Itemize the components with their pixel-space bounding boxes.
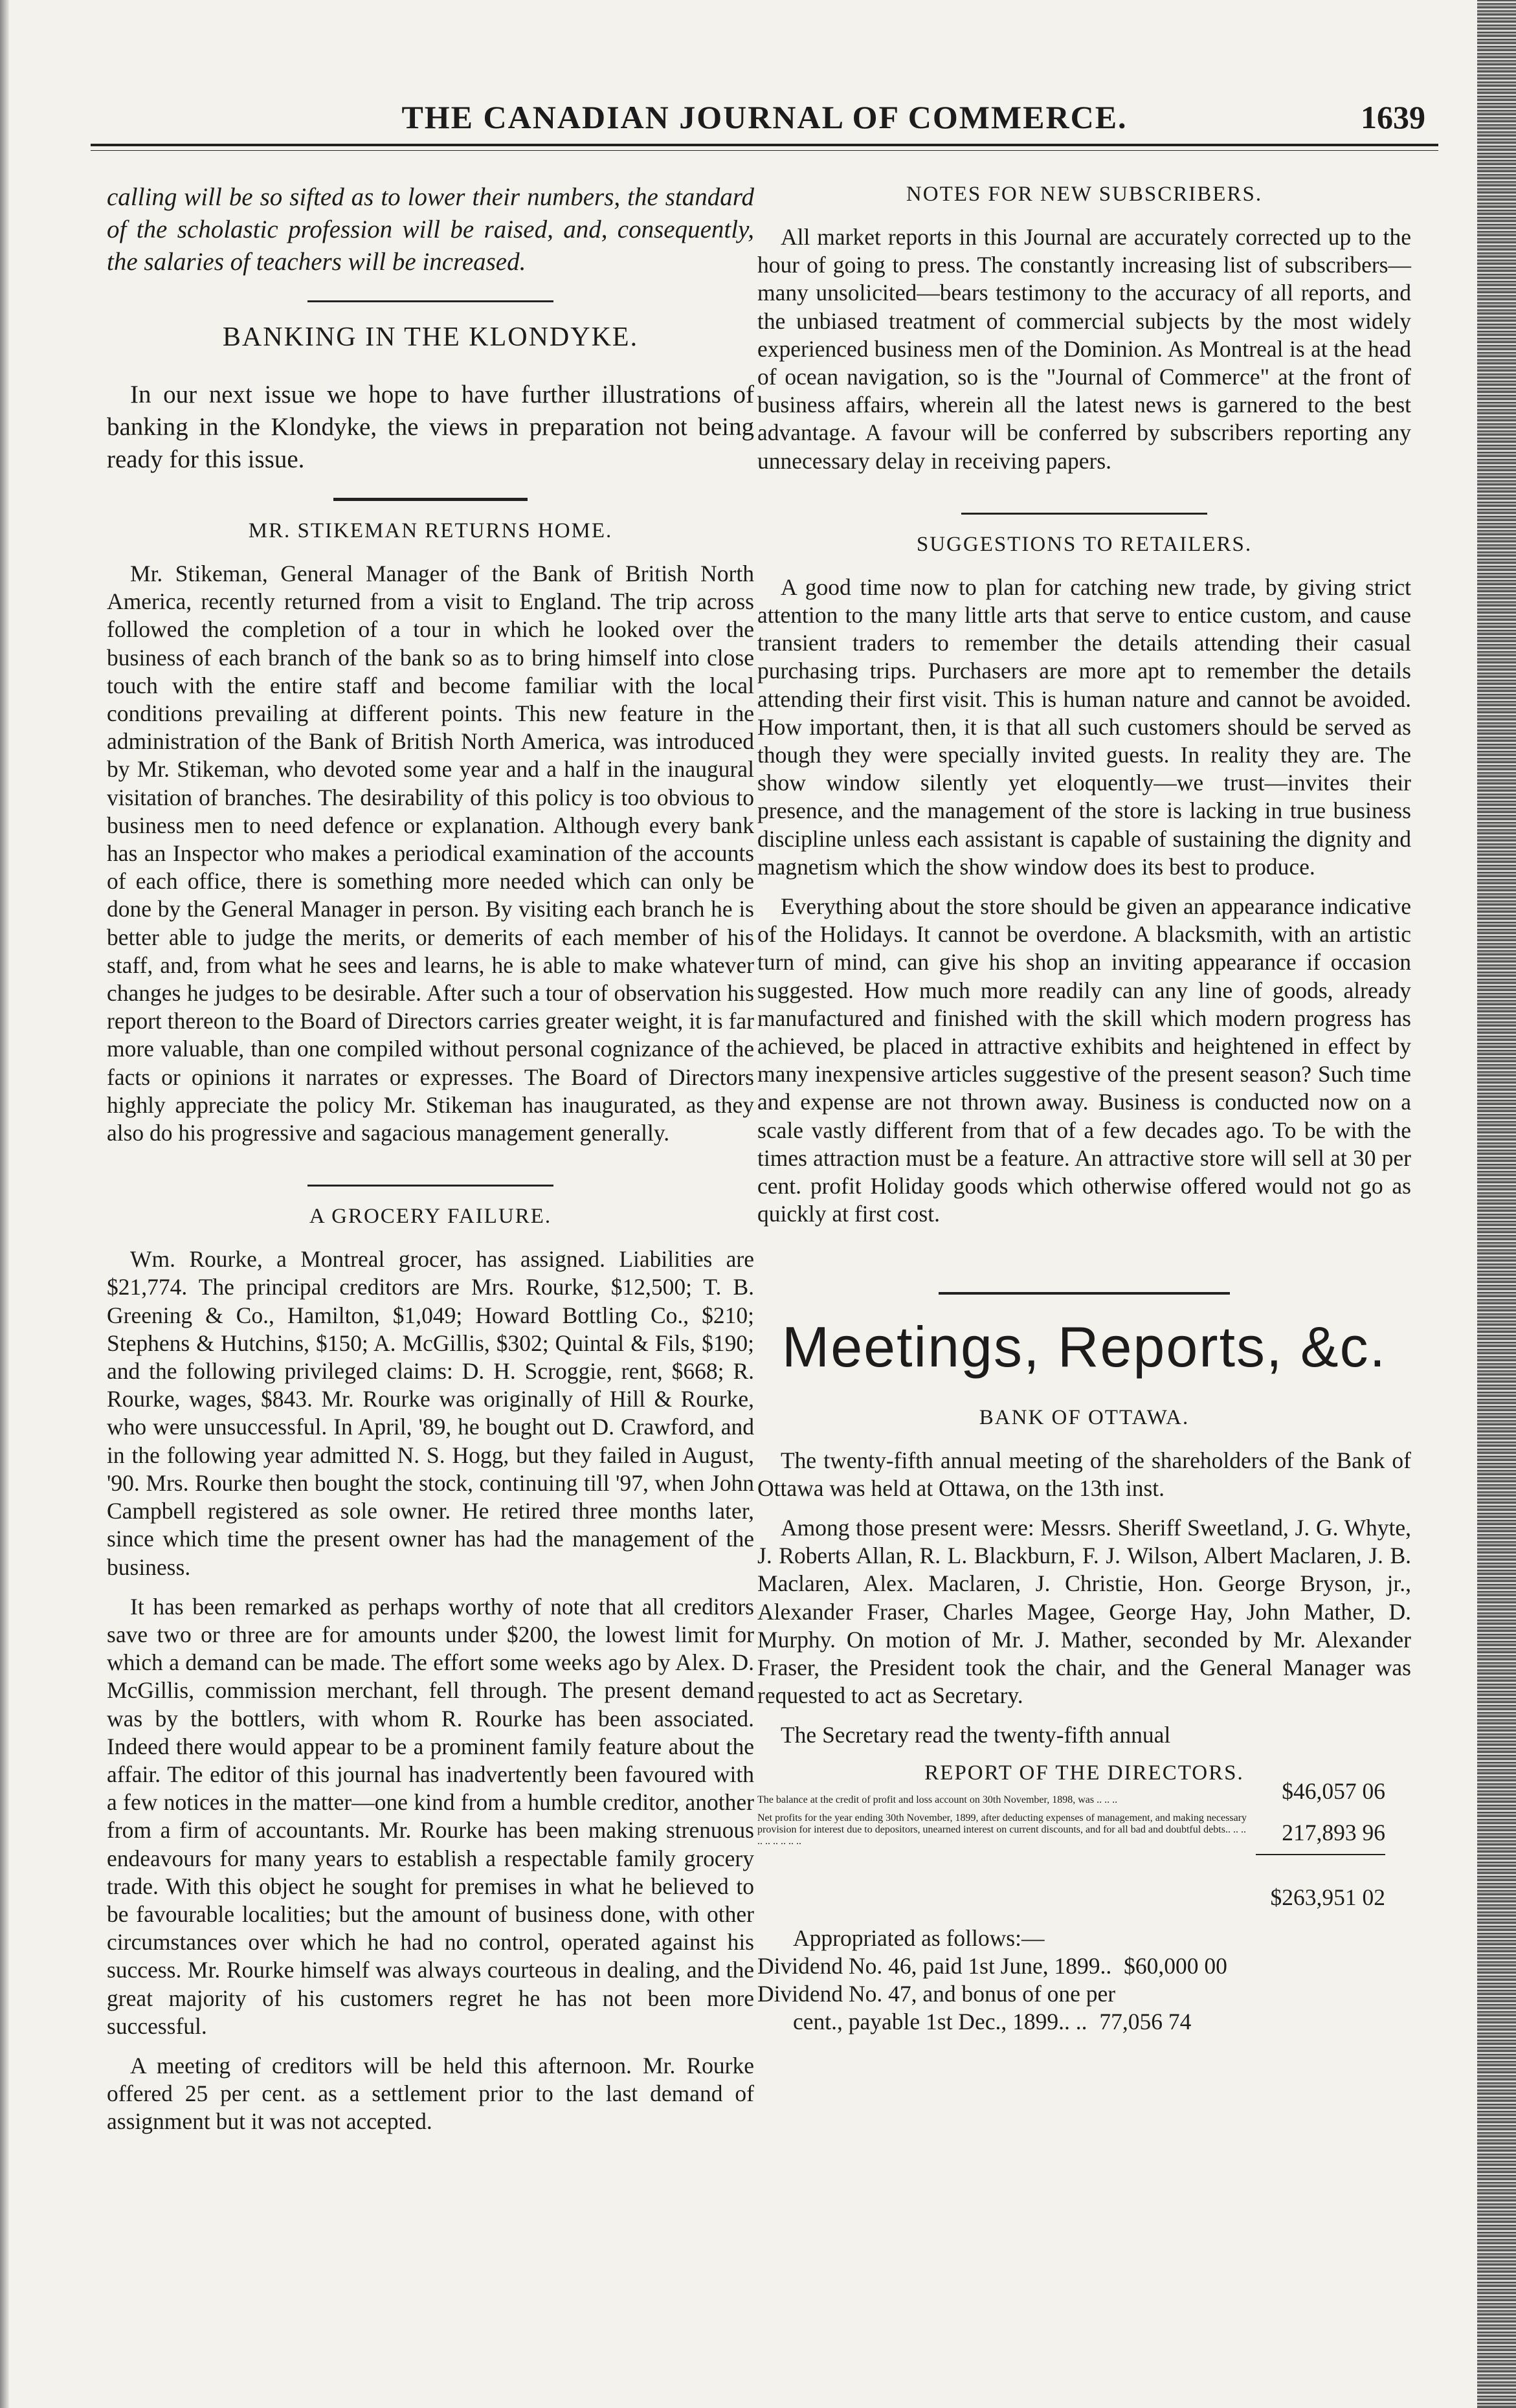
retailers-heading: SUGGESTIONS TO RETAILERS. bbox=[916, 532, 1253, 556]
running-head bbox=[91, 91, 1438, 142]
scan-edge-right bbox=[1477, 0, 1516, 2408]
retailers-paragraph: A good time now to plan for catching new trade, by giving strict attention to the many little arts that serve to entice custom, and cause transient traders to remember the details attending their casual purchasing trips. Purchasers are more apt to remember the details attending their first visit. This is human nature and cannot be avoided. How important, then, it is that all such customers should be served as though they were specially invited guests. In reality they are. The show window silently yet eloquently—we trust—invites their presence, and the management of the store is lacking in true business discipline unless each assistant is capable of sustaining the dignity and magnetism which the show window does its best to produce. bbox=[757, 574, 1411, 880]
section-rule bbox=[333, 498, 528, 501]
right-column bbox=[757, 181, 1411, 2036]
total-rule bbox=[1256, 1854, 1385, 1855]
grocery-paragraph: It has been remarked as perhaps worthy of note that all creditors save two or three are for amounts under $200, the lowest limit for which a demand can be made. The effort some weeks ago by Alex. D. McGillis, commission merchant, fell through. The present demand was by the bottlers, with whom R. Rourke has been associated. Indeed there would appear to be a prominent family feature about the affair. The editor of this journal has inadvertently been favoured with a few notices in the matter—one kind from a humble creditor, another from a firm of accountants. Mr. Rourke has been making strenuous endeavours for many years to establish a respectable family grocery trade. With this object he sought for premises in what he believed to be favourable localities; but the amount of business done, with other circumstances over which he had no control, operated against his success. Mr. Rourke himself was always courteous in dealing, and the great majority of his customers regret he has not been more successful. bbox=[107, 1593, 754, 2039]
dividend-47-text: Dividend No. 47, and bonus of one per bbox=[757, 1981, 1116, 2007]
dividend-46-line bbox=[757, 1952, 1411, 1980]
ottawa-heading: BANK OF OTTAWA. bbox=[979, 1405, 1190, 1429]
retailers-paragraph: Everything about the store should be given an appearance indicative of the Holidays. It cannot be overdone. A blacksmith, with an artistic turn of mind, can give his shop an inviting appearance if occasion suggested. How much more readily can any line of goods, already manufactured and finished with the skill which modern progress has achieved, be placed in attractive exhibits and heightened in effect by many inexpensive articles suggestive of the present season? Such time and expense are not thrown away. Business is conducted now on a scale vastly different from that of a few decades ago. To be with the times attraction must be a feature. An attractive store will sell at 30 per cent. profit Holiday goods which otherwise offered would not go as quickly at first cost. bbox=[757, 893, 1411, 1227]
left-column bbox=[107, 181, 754, 2148]
continued-paragraph: calling will be so sifted as to lower their numbers, the standard of the scholastic profession will be raised, and, consequently, the salaries of teachers will be increased. bbox=[107, 183, 754, 276]
section-rule bbox=[307, 300, 553, 302]
balance-line bbox=[757, 1778, 1411, 1806]
section-rule bbox=[939, 1292, 1230, 1295]
scan-edge-left bbox=[0, 0, 9, 2408]
ottawa-paragraph: The twenty-fifth annual meeting of the shareholders of the Bank of Ottawa was held at Ottawa, on the 13th inst. bbox=[757, 1447, 1411, 1501]
net-profit-amount: 217,893 96 bbox=[1282, 1820, 1385, 1846]
total-amount: $263,951 02 bbox=[1270, 1884, 1385, 1910]
net-profit-line bbox=[757, 1812, 1411, 1847]
subscribers-body: All market reports in this Journal are accurately corrected up to the hour of going to press. The constantly increasing list of subscribers—many unsolicited—bears testimony to the accuracy of all reports, and the unbiased treatment of commercial subjects by the most widely experienced business men of the Dominion. As Montreal is at the head of ocean navigation, so is the "Journal of Commerce" at the front of business affairs, wherein all the latest news is garnered to the best advantage. A favour will be conferred by subscribers reporting any unnecessary delay in receiving papers. bbox=[757, 224, 1411, 474]
klondyke-heading: BANKING IN THE KLONDYKE. bbox=[222, 322, 639, 352]
dividend-47-amount: 77,056 74 bbox=[1099, 2009, 1192, 2035]
balance-text: The balance at the credit of profit and loss account on 30th November, 1898, was .. .. .. bbox=[757, 1794, 1118, 1805]
section-rule bbox=[961, 513, 1207, 515]
net-profit-text: Net profits for the year ending 30th November, 1899, after deducting expenses of management, and making necessary provision for interest due to depositors, unearned interest on current discounts, and for all bad and doubtful debts.. .. .. .. .. .. .. .. .. bbox=[757, 1812, 1247, 1847]
dividend-46-amount: $60,000 00 bbox=[1124, 1952, 1227, 1979]
page-number: 1639 bbox=[1361, 99, 1425, 135]
dividend-47-continuation: cent., payable 1st Dec., 1899.. .. bbox=[793, 2009, 1087, 2035]
journal-title: THE CANADIAN JOURNAL OF COMMERCE. bbox=[401, 99, 1128, 135]
dividend-46-text: Dividend No. 46, paid 1st June, 1899.. bbox=[757, 1952, 1112, 1979]
header-rule bbox=[91, 144, 1438, 151]
subscribers-heading: NOTES FOR NEW SUBSCRIBERS. bbox=[906, 183, 1263, 206]
grocery-paragraph: Wm. Rourke, a Montreal grocer, has assigned. Liabilities are $21,774. The principal creditors are Mrs. Rourke, $12,500; T. B. Greening & Co., Hamilton, $1,049; Howard Bottling Co., $210; Stephens & Hutchins, $150; A. McGillis, $302; Quintal & Fils, $190; and the following privileged claims: D. H. Scroggie, rent, $668; R. Rourke, wages, $843. Mr. Rourke was originally of Hill & Rourke, who were unsuccessful. In April, '89, he bought out D. Crawford, and in the following year admitted N. S. Hogg, but they failed in August, '90. Mrs. Rourke then bought the stock, continuing till '97, when John Campbell registered as sole owner. He retired three months later, since which time the present owner has had the management of the business. bbox=[107, 1246, 754, 1580]
ottawa-paragraph: The Secretary read the twenty-fifth annual bbox=[781, 1722, 1171, 1748]
klondyke-body: In our next issue we hope to have further illustrations of banking in the Klondyke, the views in preparation not being ready for this issue. bbox=[107, 381, 754, 473]
dividend-47-line bbox=[757, 2008, 1411, 2036]
section-rule bbox=[307, 1185, 553, 1187]
grocery-heading: A GROCERY FAILURE. bbox=[309, 1205, 552, 1229]
balance-amount: $46,057 06 bbox=[1282, 1778, 1385, 1805]
meetings-banner: Meetings, Reports, &c. bbox=[781, 1314, 1387, 1379]
stikeman-paragraph: Mr. Stikeman, General Manager of the Bank of British North America, recently returned from a visit to England. The trip across followed the completion of a tour in which he looked over the business of each branch of the bank so as to bring himself into close touch with the entire staff and become familiar with the local conditions prevailing at different points. This new feature in the administration of the Bank of British North America, was introduced by Mr. Stikeman, who devoted some year and a half in the inaugural visitation of branches. The desirability of this policy is too obvious to business men to need defence or explanation. Although every bank has an Inspector who makes a periodical examination of the accounts of each office, there is something more needed which can only be done by the General Manager in person. By visiting each branch he is better able to judge the merits, or demerits of each member of his staff, and, from what he sees and learns, he is able to make whatever changes he judges to be desirable. After such a tour of observation his report thereon to the Board of Directors carries greater weight, it is far more valuable, than one compiled without personal cognizance of the facts or opinions it narrates or expresses. The Board of Directors highly appreciate the policy Mr. Stikeman has inaugurated, as they also do his progressive and sagacious management generally. bbox=[107, 561, 754, 1146]
appropriated-label: Appropriated as follows:— bbox=[793, 1924, 1045, 1951]
ottawa-paragraph: Among those present were: Messrs. Sheriff Sweetland, J. G. Whyte, J. Roberts Allan, R. L. Blackburn, F. J. Wilson, Albert Maclaren, J. B. Maclaren, Alex. Maclaren, J. Christie, Hon. George Bryson, jr., Alexander Fraser, Charles Magee, George Hay, John Mather, D. Murphy. On motion of Mr. J. Mather, seconded by Mr. Alexander Fraser, the President took the chair, and the General Manager was requested to act as Secretary. bbox=[757, 1514, 1411, 1709]
grocery-paragraph: A meeting of creditors will be held this afternoon. Mr. Rourke offered 25 per cent. as a settlement prior to the last demand of assignment but it was not accepted. bbox=[107, 2052, 754, 2135]
report-heading: REPORT OF THE DIRECTORS. bbox=[924, 1761, 1244, 1785]
stikeman-heading: MR. STIKEMAN RETURNS HOME. bbox=[248, 519, 613, 542]
